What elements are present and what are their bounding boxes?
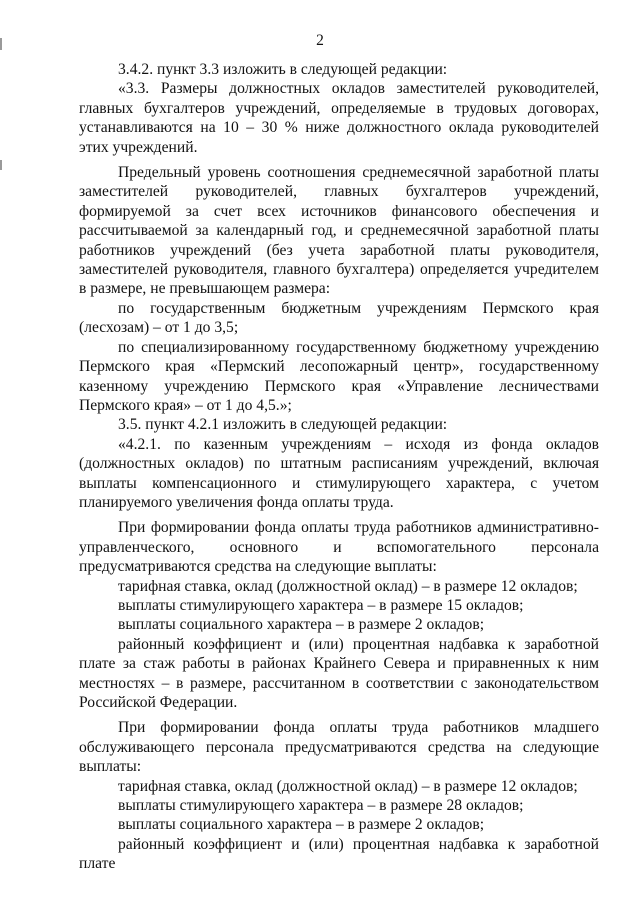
paragraph-amend-3-3-heading: 3.4.2. пункт 3.3 изложить в следующей редакции: [118, 61, 448, 78]
page-number: 2 [316, 32, 324, 49]
list-item-incentive-payments: выплаты стимулирующего характера – в размере 15 окладов; [118, 596, 524, 614]
list-item-tariff-rate: тарифная ставка, оклад (должностной оклад) – в размере 12 окладов; [118, 577, 578, 595]
list-item-tariff-rate-junior: тарифная ставка, оклад (должностной оклад) – в размере 12 окладов; [118, 777, 578, 795]
list-item-incentive-payments-junior: выплаты стимулирующего характера – в размере 28 окладов; [118, 797, 524, 815]
document-body [79, 60, 599, 874]
paragraph-specialized-institutions: по специализированному государственному бюджетному учреждению Пермского края «Пермский лесопожарный центр», государственному казенному учреждению Пермского края «Управление лесничествами Пермского края» – от 1 до 4,5.»; [79, 338, 599, 414]
paragraph-junior-staff-fund: При формировании фонда оплаты труда работников младшего обслуживающего персонала предусматриваются средства на следующие выплаты: [79, 719, 599, 776]
paragraph-4-2-1-treasury: «4.2.1. по казенным учреждениям – исходя из фонда окладов (должностных окладов) по штатным расписаниям учреждений, включая выплаты компенсационного и стимулирующего характера, с учетом планируемого увеличения фонда оплаты труда. [79, 435, 599, 511]
list-item-social-payments-junior: выплаты социального характера – в размере 2 окладов; [118, 816, 485, 834]
list-item-regional-coefficient: районный коэффициент и (или) процентная надбавка к заработной плате за стаж работы в районах Крайнего Севера и приравненных к ним местностях – в размере, рассчитанном в соответствии с законодательством Российской Федерации. [79, 635, 599, 711]
list-item-regional-coefficient-junior: районный коэффициент и (или) процентная надбавка к заработной плате [79, 835, 599, 873]
paragraph-3-3-salaries: «3.3. Размеры должностных окладов заместителей руководителей, главных бухгалтеров учреждений, определяемые в трудовых договорах, устанавливаются на 10 – 30 % ниже должностного оклада руководителей этих учреждений. [79, 80, 599, 156]
scan-margin-mark [0, 160, 2, 170]
list-item-social-payments: выплаты социального характера – в размере 2 окладов; [118, 616, 485, 634]
paragraph-admin-staff-fund: При формировании фонда оплаты труда работников административно-управленческого, основного и вспомогательного персонала предусматриваются средства на следующие выплаты: [79, 519, 599, 576]
paragraph-amend-4-2-1-heading: 3.5. пункт 4.2.1 изложить в следующей редакции: [118, 416, 448, 434]
paragraph-budget-institutions: по государственным бюджетным учреждениям Пермского края (лесхозам) – от 1 до 3,5; [79, 299, 599, 337]
paragraph-salary-ratio: Предельный уровень соотношения среднемесячной заработной платы заместителей руководителей, главных бухгалтеров учреждений, формируемой за счет всех источников финансового обеспечения и рассчитываемой за календарный год, и среднемесячной заработной платы работников учреждений (без учета заработной платы руководителя, заместителей руководителя, главного бухгалтера) определяется учредителем в размере, не превышающем размера: [79, 164, 599, 298]
